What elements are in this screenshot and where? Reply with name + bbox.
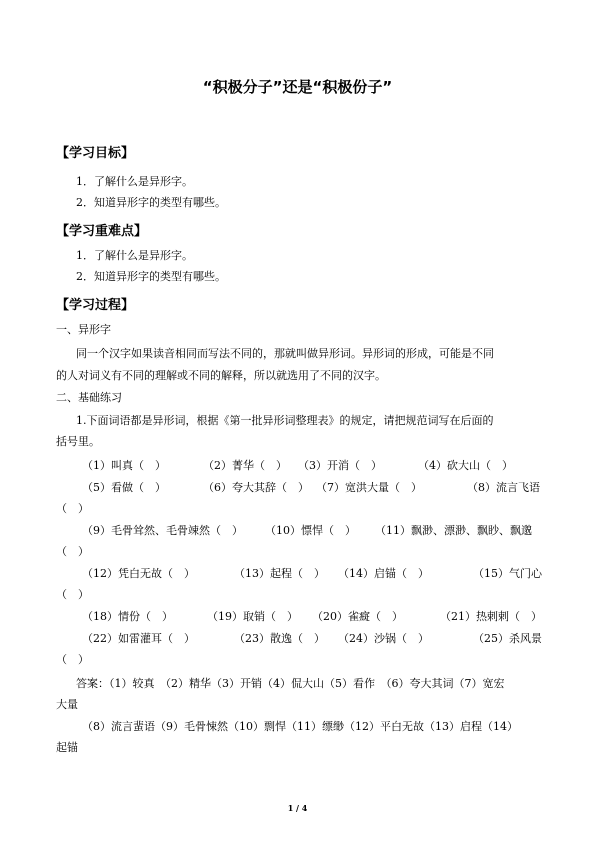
- exercise-item: （25）杀风景: [473, 632, 542, 645]
- exercise-item: （2）菁华（ ）: [203, 459, 287, 472]
- goal-item: 1．了解什么是异形字。: [76, 175, 193, 188]
- goals-heading: 【学习目标】: [56, 146, 135, 161]
- paragraph-line: 的人对词义有不同的理解或不同的解释，所以就选用了不同的汉字。: [56, 369, 386, 382]
- exercise-item: （19）取销（ ）: [207, 610, 298, 623]
- exercise-item-wrap: （ ）: [56, 653, 89, 666]
- exercise-item: （7）宽洪大量（ ）: [316, 481, 422, 494]
- answer-line: 答案：（1）较真 （2）精华（3）开销（4）侃大山（5）看作 （6）夸大其词（7）宽宏: [76, 677, 505, 690]
- exercise-item: （8）流言飞语: [467, 481, 540, 494]
- goal-item: 2．知道异形字的类型有哪些。: [76, 196, 226, 209]
- answer-line: （8）流言蜚语（9）毛骨悚然（10）剽悍（11）缥缈（12）平白无故（13）启程（14）: [82, 720, 518, 733]
- page-title: “积极分子”还是“积极份子”: [202, 78, 393, 96]
- answer-line: 大量: [56, 698, 78, 711]
- key-item: 1．了解什么是异形字。: [76, 249, 193, 262]
- exercise-item: （11）飘渺、漂渺、飘眇、飘邈: [375, 524, 532, 537]
- question-line: 1.下面词语都是异形词，根据《第一批异形词整理表》的规定，请把规范词写在后面的: [76, 414, 494, 427]
- exercise-item: （9）毛骨耸然、毛骨竦然（ ）: [82, 524, 243, 537]
- exercise-item: （21）热剌剌（ ）: [440, 610, 542, 623]
- exercise-item: （24）沙锅（ ）: [338, 632, 429, 645]
- exercise-item: （3）开消（ ）: [298, 459, 382, 472]
- exercise-item-wrap: （ ）: [56, 588, 89, 601]
- question-line: 括号里。: [56, 435, 100, 448]
- exercise-item: （10）慓悍（ ）: [265, 524, 356, 537]
- process-heading: 【学习过程】: [56, 298, 135, 313]
- exercise-item: （18）情份（ ）: [82, 610, 173, 623]
- answer-line: 起锚: [56, 741, 78, 754]
- exercise-item: （5）看做（ ）: [82, 481, 166, 494]
- section-heading: 二、基础练习: [56, 391, 122, 404]
- paragraph-line: 同一个汉字如果读音相同而写法不同的，那就叫做异形词。异形词的形成，可能是不同: [76, 347, 494, 360]
- exercise-item: （14）启锚（ ）: [338, 567, 429, 580]
- exercise-item-wrap: （ ）: [56, 545, 89, 558]
- exercise-item: （6）夸大其辞（ ）: [203, 481, 309, 494]
- key-points-heading: 【学习重难点】: [56, 224, 148, 239]
- exercise-item: （12）凭白无故（ ）: [82, 567, 195, 580]
- page-number: 1 / 4: [287, 803, 308, 813]
- exercise-item: （13）起程（ ）: [234, 567, 325, 580]
- section-heading: 一、异形字: [56, 323, 111, 336]
- exercise-item: （23）散逸（ ）: [234, 632, 325, 645]
- exercise-item: （1）叫真（ ）: [82, 459, 166, 472]
- exercise-item: （20）雀癍（ ）: [312, 610, 403, 623]
- exercise-item: （15）气门心: [473, 567, 542, 580]
- key-item: 2．知道异形字的类型有哪些。: [76, 270, 226, 283]
- exercise-item: （4）砍大山（ ）: [418, 459, 513, 472]
- exercise-item-wrap: （ ）: [56, 502, 89, 515]
- exercise-item: （22）如雷灌耳（ ）: [82, 632, 195, 645]
